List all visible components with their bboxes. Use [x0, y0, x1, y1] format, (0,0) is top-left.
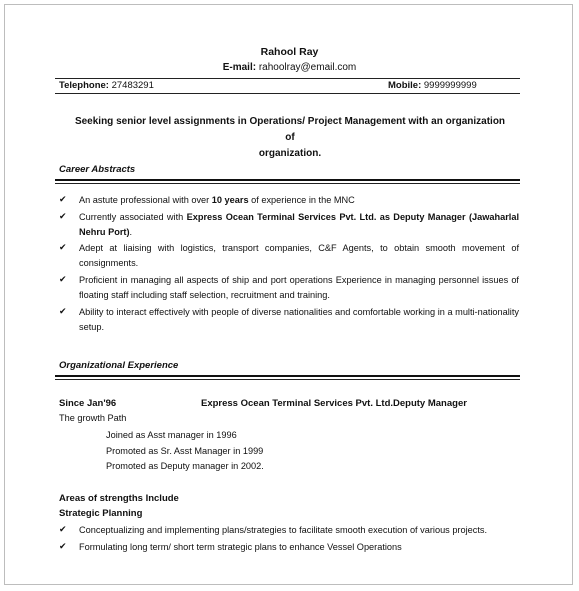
career-abstracts-heading: Career Abstracts [59, 164, 136, 175]
check-mark-icon: ✔ [59, 195, 67, 205]
objective-line-2: organization. [258, 148, 322, 159]
career-abstracts-rule-2 [55, 183, 520, 184]
career-abstracts-list [59, 193, 519, 336]
strategic-planning-heading: Strategic Planning [59, 508, 143, 519]
telephone-value: 27483291 [111, 80, 154, 91]
check-mark-icon: ✔ [59, 274, 67, 285]
mobile-line [388, 80, 477, 91]
check-mark-icon: ✔ [59, 211, 67, 222]
organizational-experience-rule-2 [55, 379, 520, 380]
telephone-line [59, 80, 154, 91]
objective-statement [70, 114, 510, 162]
check-mark-icon: ✔ [59, 541, 67, 552]
growth-path-label: The growth Path [59, 413, 127, 423]
objective-line-1: Seeking senior level assignments in Operations/ Project Management with an organization of [74, 116, 506, 143]
telephone-label: Telephone: [59, 80, 109, 91]
promotion-item: Promoted as Sr. Asst Manager in 1999 [106, 446, 264, 456]
email-value: rahoolray@email.com [258, 62, 357, 73]
list-item: ✔ Ability to interact effectively with people of diverse nationalities and comfortable working in a multi-nationality setup. [59, 306, 519, 332]
mobile-value: 9999999999 [423, 80, 477, 91]
email-line [0, 62, 579, 73]
check-mark-icon: ✔ [59, 306, 67, 317]
list-item: ✔ Formulating long term/ short term strategic plans to enhance Vessel Operations [59, 540, 519, 555]
list-item: ✔ An astute professional with over 10 years of experience in the MNC [59, 193, 519, 208]
check-mark-icon: ✔ [59, 525, 67, 535]
check-mark-icon: ✔ [59, 243, 67, 254]
employer-and-role: Express Ocean Terminal Services Pvt. Ltd.Deputy Manager [201, 398, 467, 409]
list-item: ✔ Adept at liaising with logistics, transport companies, C&F Agents, to obtain smooth movement of consignments. [59, 243, 519, 269]
list-item: ✔ Currently associated with Express Ocean Terminal Services Pvt. Ltd. as Deputy Manager (Jawaharlal Nehru Port). [59, 211, 519, 237]
promotion-item: Joined as Asst manager in 1996 [106, 430, 237, 440]
career-abstracts-rule-1 [55, 179, 520, 181]
areas-of-strength-heading: Areas of strengths Include [59, 493, 179, 504]
list-item: ✔ Proficient in managing all aspects of ship and port operations Experience in managing personnel issues of floating staff including staff selection, recruitment and training. [59, 274, 519, 301]
email-label: E-mail: [222, 62, 257, 73]
organizational-experience-heading: Organizational Experience [59, 360, 179, 371]
mobile-label: Mobile: [388, 80, 422, 91]
employment-since: Since Jan'96 [59, 398, 117, 409]
header-divider [55, 78, 520, 79]
promotion-item: Promoted as Deputy manager in 2002. [106, 461, 264, 471]
contact-divider [55, 93, 520, 94]
list-item: ✔ Conceptualizing and implementing plans/strategies to facilitate smooth execution of various projects. [59, 523, 519, 538]
candidate-name: Rahool Ray [260, 46, 319, 58]
strategic-planning-list [59, 523, 519, 556]
organizational-experience-rule-1 [55, 375, 520, 377]
